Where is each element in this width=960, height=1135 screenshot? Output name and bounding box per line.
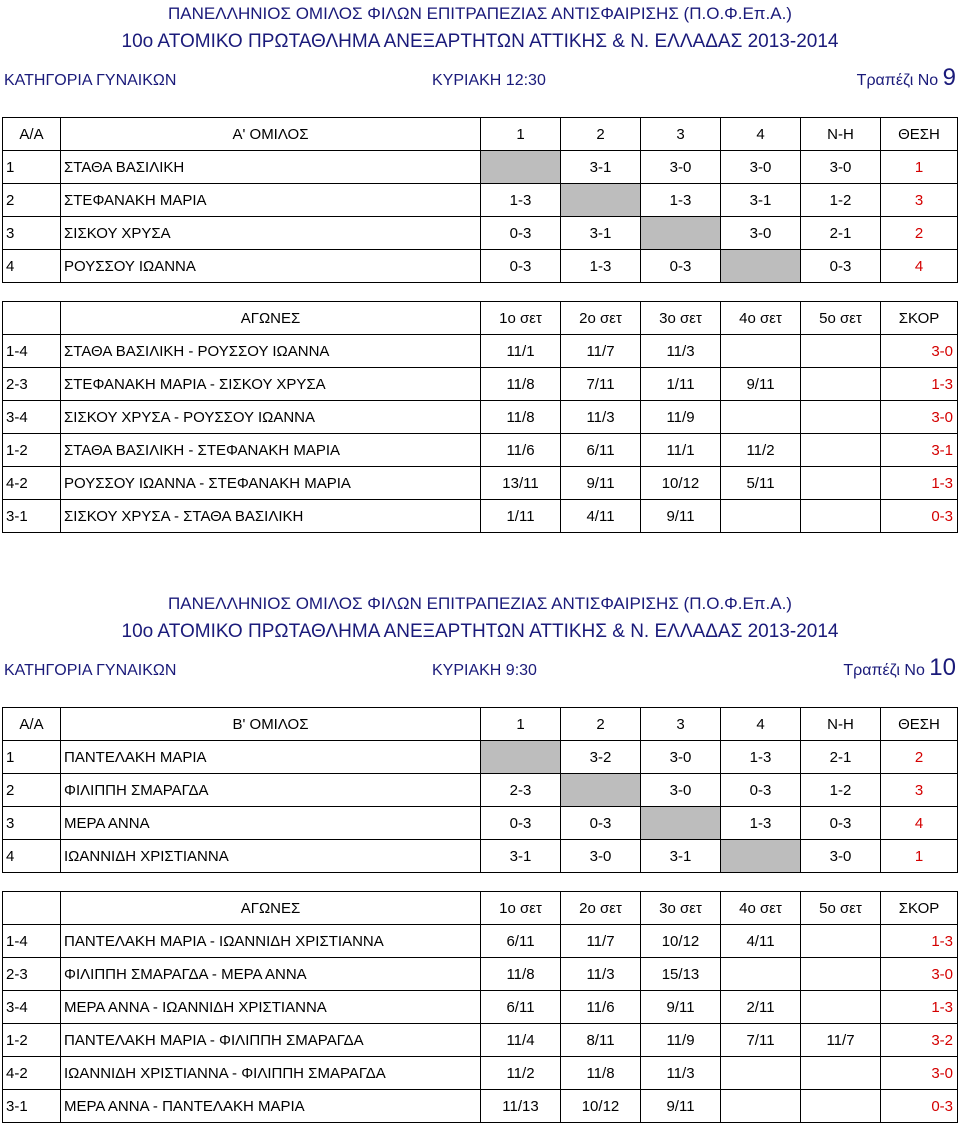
match-score-cell: 3-0 xyxy=(881,401,958,434)
group-row xyxy=(3,151,958,184)
win-loss-cell: 1-2 xyxy=(801,774,881,807)
match-pair: 4-2 xyxy=(3,467,61,500)
matches-header-cell: ΣΚΟΡ xyxy=(881,302,958,335)
matches-header-cell: 5ο σετ xyxy=(801,302,881,335)
org-title: ΠΑΝΕΛΛΗΝΙΟΣ ΟΜΙΛΟΣ ΦΙΛΩΝ ΕΠΙΤΡΑΠΕΖΙΑΣ ΑΝΤΙΣΦΑΙΡΙΣΗΣ (Π.Ο.Φ.Επ.Α.) xyxy=(168,594,792,613)
matches-table xyxy=(2,891,958,1123)
set-score-cell: 11/2 xyxy=(721,434,801,467)
set-score-cell: 11/9 xyxy=(641,401,721,434)
set-score-cell: 11/8 xyxy=(481,368,561,401)
set-score-cell xyxy=(801,925,881,958)
group-row xyxy=(3,184,958,217)
player-number: 4 xyxy=(3,250,61,283)
player-name: ΣΤΕΦΑΝΑΚΗ ΜΑΡΙΑ xyxy=(61,184,481,217)
match-description: ΦΙΛΙΠΠΗ ΣΜΑΡΑΓΔΑ - ΜΕΡΑ ΑΝΝΑ xyxy=(61,958,481,991)
org-title: ΠΑΝΕΛΛΗΝΙΟΣ ΟΜΙΛΟΣ ΦΙΛΩΝ ΕΠΙΤΡΑΠΕΖΙΑΣ ΑΝΤΙΣΦΑΙΡΙΣΗΣ (Π.Ο.Φ.Επ.Α.) xyxy=(168,4,792,23)
player-name: ΣΙΣΚΟΥ ΧΡΥΣΑ xyxy=(61,217,481,250)
result-cell: 1-3 xyxy=(721,807,801,840)
self-match-cell xyxy=(721,250,801,283)
match-description: ΣΙΣΚΟΥ ΧΡΥΣΑ - ΣΤΑΘΑ ΒΑΣΙΛΙΚΗ xyxy=(61,500,481,533)
match-pair: 1-2 xyxy=(3,1024,61,1057)
set-score-cell xyxy=(721,958,801,991)
set-score-cell xyxy=(801,434,881,467)
result-cell: 1-3 xyxy=(561,250,641,283)
matches-header-cell: 4ο σετ xyxy=(721,302,801,335)
match-row xyxy=(3,1057,958,1090)
player-number: 1 xyxy=(3,741,61,774)
group-header-row xyxy=(3,708,958,741)
group-header-cell: Α/Α xyxy=(3,118,61,151)
set-score-cell: 11/2 xyxy=(481,1057,561,1090)
win-loss-cell: 3-0 xyxy=(801,840,881,873)
matches-header-row xyxy=(3,892,958,925)
table-number-label xyxy=(857,64,956,92)
match-score-cell: 3-0 xyxy=(881,1057,958,1090)
match-row xyxy=(3,434,958,467)
player-name: ΙΩΑΝΝΙΔΗ ΧΡΙΣΤΙΑΝΝΑ xyxy=(61,840,481,873)
matches-header-cell xyxy=(3,892,61,925)
player-number: 4 xyxy=(3,840,61,873)
player-name: ΜΕΡΑ ΑΝΝΑ xyxy=(61,807,481,840)
match-row xyxy=(3,925,958,958)
position-cell: 4 xyxy=(881,807,958,840)
set-score-cell: 11/13 xyxy=(481,1090,561,1123)
section-2 xyxy=(0,590,960,1135)
result-cell: 3-1 xyxy=(721,184,801,217)
match-score-cell: 3-0 xyxy=(881,958,958,991)
self-match-cell xyxy=(561,184,641,217)
group-row xyxy=(3,217,958,250)
set-score-cell: 1/11 xyxy=(481,500,561,533)
position-cell: 3 xyxy=(881,774,958,807)
set-score-cell xyxy=(721,401,801,434)
matches-header-cell: 4ο σετ xyxy=(721,892,801,925)
match-description: ΡΟΥΣΣΟΥ ΙΩΑΝΝΑ - ΣΤΕΦΑΝΑΚΗ ΜΑΡΙΑ xyxy=(61,467,481,500)
set-score-cell: 7/11 xyxy=(721,1024,801,1057)
position-cell: 1 xyxy=(881,151,958,184)
result-cell: 3-1 xyxy=(561,217,641,250)
set-score-cell: 11/6 xyxy=(561,991,641,1024)
player-name: ΠΑΝΤΕΛΑΚΗ ΜΑΡΙΑ xyxy=(61,741,481,774)
set-score-cell: 1/11 xyxy=(641,368,721,401)
set-score-cell: 11/3 xyxy=(561,401,641,434)
matches-header-cell: 3ο σετ xyxy=(641,892,721,925)
category-label: ΚΑΤΗΓΟΡΙΑ ΓΥΝΑΙΚΩΝ xyxy=(4,662,177,679)
win-loss-cell: 0-3 xyxy=(801,807,881,840)
match-pair: 1-4 xyxy=(3,335,61,368)
match-description: ΣΤΑΘΑ ΒΑΣΙΛΙΚΗ - ΣΤΕΦΑΝΑΚΗ ΜΑΡΙΑ xyxy=(61,434,481,467)
group-header-cell: 3 xyxy=(641,118,721,151)
result-cell: 0-3 xyxy=(721,774,801,807)
set-score-cell xyxy=(801,467,881,500)
table-number: 9 xyxy=(942,64,956,91)
player-number: 1 xyxy=(3,151,61,184)
set-score-cell: 13/11 xyxy=(481,467,561,500)
group-row xyxy=(3,250,958,283)
result-cell: 3-2 xyxy=(561,741,641,774)
set-score-cell: 11/4 xyxy=(481,1024,561,1057)
position-cell: 4 xyxy=(881,250,958,283)
set-score-cell xyxy=(801,1057,881,1090)
match-score-cell: 1-3 xyxy=(881,925,958,958)
set-score-cell xyxy=(801,500,881,533)
set-score-cell: 8/11 xyxy=(561,1024,641,1057)
set-score-cell: 10/12 xyxy=(561,1090,641,1123)
set-score-cell xyxy=(721,335,801,368)
group-header-cell: Α' ΟΜΙΛΟΣ xyxy=(61,118,481,151)
matches-header-cell: 2ο σετ xyxy=(561,302,641,335)
matches-table xyxy=(2,301,958,533)
group-header-cell: 2 xyxy=(561,118,641,151)
match-row xyxy=(3,1090,958,1123)
group-header-cell: 4 xyxy=(721,118,801,151)
group-header-cell: Ν-Η xyxy=(801,118,881,151)
position-cell: 2 xyxy=(881,217,958,250)
position-cell: 1 xyxy=(881,840,958,873)
matches-header-cell xyxy=(3,302,61,335)
win-loss-cell: 3-0 xyxy=(801,151,881,184)
set-score-cell: 15/13 xyxy=(641,958,721,991)
set-score-cell xyxy=(801,401,881,434)
set-score-cell: 11/9 xyxy=(641,1024,721,1057)
group-row xyxy=(3,840,958,873)
set-score-cell xyxy=(721,1057,801,1090)
table-label-text: Τραπέζι Νο xyxy=(856,72,939,89)
result-cell: 3-0 xyxy=(561,840,641,873)
set-score-cell: 6/11 xyxy=(561,434,641,467)
self-match-cell xyxy=(481,151,561,184)
set-score-cell: 7/11 xyxy=(561,368,641,401)
group-header-cell: Β' ΟΜΙΛΟΣ xyxy=(61,708,481,741)
category-label: ΚΑΤΗΓΟΡΙΑ ΓΥΝΑΙΚΩΝ xyxy=(4,72,177,89)
match-score-cell: 3-1 xyxy=(881,434,958,467)
self-match-cell xyxy=(481,741,561,774)
set-score-cell: 11/7 xyxy=(561,925,641,958)
match-pair: 3-1 xyxy=(3,500,61,533)
section-1 xyxy=(0,0,960,545)
match-pair: 4-2 xyxy=(3,1057,61,1090)
set-score-cell: 5/11 xyxy=(721,467,801,500)
player-name: ΡΟΥΣΣΟΥ ΙΩΑΝΝΑ xyxy=(61,250,481,283)
result-cell: 1-3 xyxy=(641,184,721,217)
match-pair: 1-4 xyxy=(3,925,61,958)
set-score-cell xyxy=(721,1090,801,1123)
result-cell: 3-0 xyxy=(641,774,721,807)
group-header-cell: 3 xyxy=(641,708,721,741)
win-loss-cell: 2-1 xyxy=(801,217,881,250)
match-description: ΠΑΝΤΕΛΑΚΗ ΜΑΡΙΑ - ΦΙΛΙΠΠΗ ΣΜΑΡΑΓΔΑ xyxy=(61,1024,481,1057)
match-description: ΣΤΕΦΑΝΑΚΗ ΜΑΡΙΑ - ΣΙΣΚΟΥ ΧΡΥΣΑ xyxy=(61,368,481,401)
self-match-cell xyxy=(561,774,641,807)
match-score-cell: 3-2 xyxy=(881,1024,958,1057)
set-score-cell: 9/11 xyxy=(641,991,721,1024)
set-score-cell xyxy=(801,368,881,401)
win-loss-cell: 2-1 xyxy=(801,741,881,774)
group-standings-table xyxy=(2,117,958,283)
event-title: 10ο ΑΤΟΜΙΚΟ ΠΡΩΤΑΘΛΗΜΑ ΑΝΕΞΑΡΤΗΤΩΝ ΑΤΤΙΚΗΣ & Ν. ΕΛΛΑΔΑΣ 2013-2014 xyxy=(121,621,839,642)
result-cell: 2-3 xyxy=(481,774,561,807)
match-score-cell: 0-3 xyxy=(881,1090,958,1123)
info-bar xyxy=(0,64,960,94)
result-cell: 0-3 xyxy=(481,250,561,283)
player-name: ΣΤΑΘΑ ΒΑΣΙΛΙΚΗ xyxy=(61,151,481,184)
match-row xyxy=(3,335,958,368)
win-loss-cell: 1-2 xyxy=(801,184,881,217)
match-description: ΣΙΣΚΟΥ ΧΡΥΣΑ - ΡΟΥΣΣΟΥ ΙΩΑΝΝΑ xyxy=(61,401,481,434)
match-row xyxy=(3,368,958,401)
set-score-cell: 10/12 xyxy=(641,467,721,500)
group-header-cell: Ν-Η xyxy=(801,708,881,741)
match-description: ΣΤΑΘΑ ΒΑΣΙΛΙΚΗ - ΡΟΥΣΣΟΥ ΙΩΑΝΝΑ xyxy=(61,335,481,368)
position-cell: 2 xyxy=(881,741,958,774)
time-label: ΚΥΡΙΑΚΗ 12:30 xyxy=(432,72,546,89)
matches-header-cell: 5ο σετ xyxy=(801,892,881,925)
result-cell: 1-3 xyxy=(721,741,801,774)
set-score-cell: 11/1 xyxy=(641,434,721,467)
set-score-cell: 11/8 xyxy=(561,1057,641,1090)
match-row xyxy=(3,500,958,533)
self-match-cell xyxy=(641,217,721,250)
result-cell: 0-3 xyxy=(481,217,561,250)
matches-header-cell: ΑΓΩΝΕΣ xyxy=(61,892,481,925)
set-score-cell: 4/11 xyxy=(561,500,641,533)
set-score-cell xyxy=(801,958,881,991)
match-row xyxy=(3,467,958,500)
group-header-cell: 1 xyxy=(481,118,561,151)
matches-header-cell: ΣΚΟΡ xyxy=(881,892,958,925)
group-header-cell: ΘΕΣΗ xyxy=(881,118,958,151)
result-cell: 3-1 xyxy=(481,840,561,873)
match-row xyxy=(3,991,958,1024)
group-header-cell: 2 xyxy=(561,708,641,741)
set-score-cell xyxy=(721,500,801,533)
set-score-cell xyxy=(801,335,881,368)
match-score-cell: 1-3 xyxy=(881,368,958,401)
player-number: 3 xyxy=(3,807,61,840)
match-row xyxy=(3,1024,958,1057)
set-score-cell: 10/12 xyxy=(641,925,721,958)
match-score-cell: 3-0 xyxy=(881,335,958,368)
player-name: ΦΙΛΙΠΠΗ ΣΜΑΡΑΓΔΑ xyxy=(61,774,481,807)
match-score-cell: 1-3 xyxy=(881,467,958,500)
group-standings-table xyxy=(2,707,958,873)
win-loss-cell: 0-3 xyxy=(801,250,881,283)
result-cell: 0-3 xyxy=(561,807,641,840)
group-row xyxy=(3,741,958,774)
group-header-cell: Α/Α xyxy=(3,708,61,741)
group-header-cell: 4 xyxy=(721,708,801,741)
player-number: 3 xyxy=(3,217,61,250)
set-score-cell: 6/11 xyxy=(481,925,561,958)
matches-header-cell: 3ο σετ xyxy=(641,302,721,335)
player-number: 2 xyxy=(3,184,61,217)
set-score-cell: 11/6 xyxy=(481,434,561,467)
result-cell: 3-0 xyxy=(641,151,721,184)
position-cell: 3 xyxy=(881,184,958,217)
result-cell: 1-3 xyxy=(481,184,561,217)
set-score-cell: 11/1 xyxy=(481,335,561,368)
set-score-cell: 11/3 xyxy=(641,1057,721,1090)
self-match-cell xyxy=(641,807,721,840)
set-score-cell: 9/11 xyxy=(721,368,801,401)
match-pair: 3-4 xyxy=(3,401,61,434)
set-score-cell xyxy=(801,991,881,1024)
match-row xyxy=(3,401,958,434)
group-row xyxy=(3,807,958,840)
result-cell: 3-0 xyxy=(721,151,801,184)
match-description: ΜΕΡΑ ΑΝΝΑ - ΙΩΑΝΝΙΔΗ ΧΡΙΣΤΙΑΝΝΑ xyxy=(61,991,481,1024)
set-score-cell: 9/11 xyxy=(641,500,721,533)
matches-header-cell: ΑΓΩΝΕΣ xyxy=(61,302,481,335)
group-header-row xyxy=(3,118,958,151)
match-pair: 2-3 xyxy=(3,958,61,991)
self-match-cell xyxy=(721,840,801,873)
group-header-cell: 1 xyxy=(481,708,561,741)
set-score-cell: 11/7 xyxy=(561,335,641,368)
result-cell: 0-3 xyxy=(481,807,561,840)
group-row xyxy=(3,774,958,807)
match-pair: 2-3 xyxy=(3,368,61,401)
table-number-label xyxy=(843,654,956,682)
match-pair: 3-4 xyxy=(3,991,61,1024)
table-label-text: Τραπέζι Νο xyxy=(843,662,925,679)
set-score-cell: 9/11 xyxy=(561,467,641,500)
set-score-cell: 11/3 xyxy=(561,958,641,991)
matches-header-row xyxy=(3,302,958,335)
set-score-cell: 11/8 xyxy=(481,401,561,434)
match-description: ΠΑΝΤΕΛΑΚΗ ΜΑΡΙΑ - ΙΩΑΝΝΙΔΗ ΧΡΙΣΤΙΑΝΝΑ xyxy=(61,925,481,958)
matches-header-cell: 2ο σετ xyxy=(561,892,641,925)
set-score-cell: 11/8 xyxy=(481,958,561,991)
result-cell: 0-3 xyxy=(641,250,721,283)
match-pair: 1-2 xyxy=(3,434,61,467)
result-cell: 3-1 xyxy=(561,151,641,184)
match-row xyxy=(3,958,958,991)
result-cell: 3-1 xyxy=(641,840,721,873)
table-number: 10 xyxy=(929,654,956,681)
match-description: ΜΕΡΑ ΑΝΝΑ - ΠΑΝΤΕΛΑΚΗ ΜΑΡΙΑ xyxy=(61,1090,481,1123)
set-score-cell: 9/11 xyxy=(641,1090,721,1123)
set-score-cell: 4/11 xyxy=(721,925,801,958)
event-title: 10ο ΑΤΟΜΙΚΟ ΠΡΩΤΑΘΛΗΜΑ ΑΝΕΞΑΡΤΗΤΩΝ ΑΤΤΙΚΗΣ & Ν. ΕΛΛΑΔΑΣ 2013-2014 xyxy=(121,31,839,52)
result-cell: 3-0 xyxy=(641,741,721,774)
match-pair: 3-1 xyxy=(3,1090,61,1123)
time-label: ΚΥΡΙΑΚΗ 9:30 xyxy=(432,662,537,679)
matches-header-cell: 1ο σετ xyxy=(481,892,561,925)
group-header-cell: ΘΕΣΗ xyxy=(881,708,958,741)
set-score-cell: 2/11 xyxy=(721,991,801,1024)
matches-header-cell: 1ο σετ xyxy=(481,302,561,335)
match-score-cell: 0-3 xyxy=(881,500,958,533)
result-cell: 3-0 xyxy=(721,217,801,250)
set-score-cell: 11/3 xyxy=(641,335,721,368)
set-score-cell xyxy=(801,1090,881,1123)
info-bar xyxy=(0,654,960,684)
set-score-cell: 11/7 xyxy=(801,1024,881,1057)
match-description: ΙΩΑΝΝΙΔΗ ΧΡΙΣΤΙΑΝΝΑ - ΦΙΛΙΠΠΗ ΣΜΑΡΑΓΔΑ xyxy=(61,1057,481,1090)
player-number: 2 xyxy=(3,774,61,807)
match-score-cell: 1-3 xyxy=(881,991,958,1024)
set-score-cell: 6/11 xyxy=(481,991,561,1024)
